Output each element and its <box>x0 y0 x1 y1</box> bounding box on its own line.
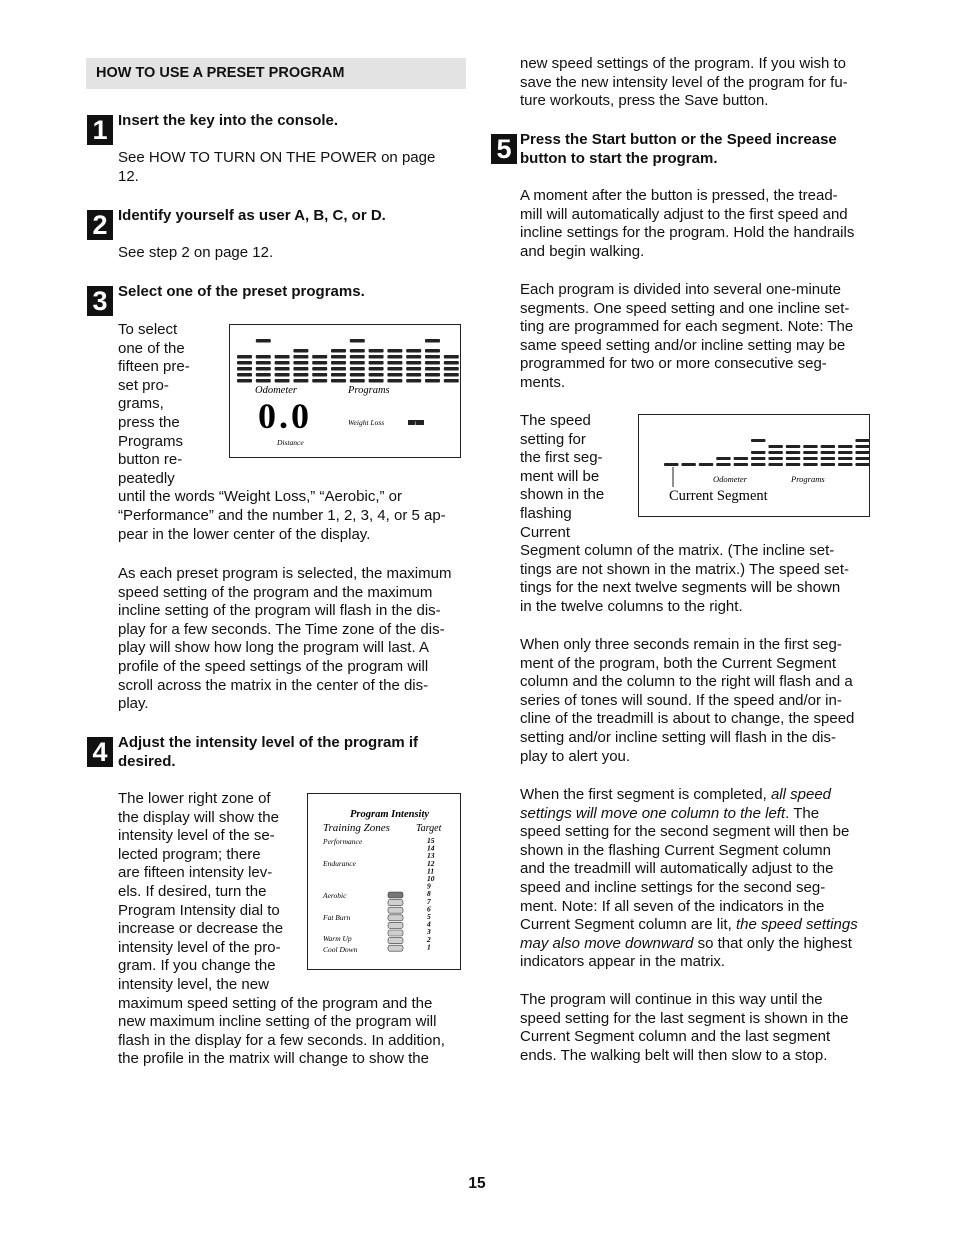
matrix-segment <box>406 373 421 377</box>
matrix-segment <box>855 439 869 442</box>
matrix-segment <box>275 361 290 365</box>
matrix-segment <box>716 463 731 466</box>
target-label: Target <box>416 823 442 834</box>
step-5-heading: Press the Start button or the Speed increase button to start the program. <box>520 131 837 167</box>
matrix-segment <box>256 373 271 377</box>
matrix-segment <box>768 445 783 448</box>
program-intensity-title: Program Intensity <box>350 809 430 820</box>
programs-label: Programs <box>348 385 390 396</box>
matrix-segment <box>350 361 365 365</box>
matrix-segment <box>444 373 459 377</box>
step-4-number: 4 <box>87 737 113 767</box>
matrix-segment <box>331 361 346 365</box>
intensity-bar <box>388 938 403 944</box>
training-zones-label: Training Zones <box>323 822 390 834</box>
matrix-segment <box>838 457 853 460</box>
step-4-body: The lower right zone of the display will show the intensity level of the se- lected program; there are fifteen intensity lev- els. If desired, turn the Program Intensity dial to increase or decrease the intensity level of the pro- gram. If you change the intensity level, the new maximum speed setting of the program and the new maximum incline setting of the program will flash in the display for a few seconds. In addition, the profile in the matrix will change to show the <box>118 790 445 1068</box>
matrix-segment <box>350 339 365 343</box>
segment-matrix <box>664 439 869 466</box>
matrix-segment <box>681 463 696 466</box>
matrix-segment <box>256 379 271 383</box>
current-segment-figure <box>638 414 870 517</box>
matrix-segment <box>312 361 327 365</box>
target-number: 14 <box>427 843 435 853</box>
matrix-segment <box>406 349 421 353</box>
step-3-body-narrow: To select one of the fifteen pre- set pro- grams, press the Programs button re- peatedly until the words “Weight Loss,” “Aerobic,” or “Performance” and the number 1, 2, 3, 4, or 5 ap- pear in the lower center of the display. <box>118 321 446 543</box>
matrix-segment <box>312 379 327 383</box>
matrix-segment <box>838 445 853 448</box>
target-number: 1 <box>427 942 431 952</box>
matrix-segment <box>425 361 440 365</box>
target-number: 9 <box>427 881 431 891</box>
matrix-segment <box>369 373 384 377</box>
matrix-segment <box>237 367 252 371</box>
matrix-segment <box>237 361 252 365</box>
matrix-segment <box>256 355 271 359</box>
matrix-segment <box>855 457 869 460</box>
matrix-segment <box>293 379 308 383</box>
matrix-segment <box>444 361 459 365</box>
matrix-segment <box>751 457 766 460</box>
matrix-segment <box>786 463 801 466</box>
matrix-segment <box>406 361 421 365</box>
console-display-svg <box>230 325 460 457</box>
intensity-bar <box>388 892 403 898</box>
program-intensity-svg <box>308 794 460 969</box>
programs-label-2: Programs <box>791 474 825 484</box>
col2-continued-text: new speed settings of the program. If you wish to save the new intensity level of the program for fu- ture workouts, press the Save button. <box>520 55 848 110</box>
step-5-number: 5 <box>491 134 517 164</box>
matrix-segment <box>331 379 346 383</box>
matrix-segment <box>369 349 384 353</box>
matrix-segment <box>275 367 290 371</box>
matrix-segment <box>821 463 836 466</box>
step-5-para-1: A moment after the button is pressed, the tread- mill will automatically adjust to the first speed and incline settings for the program. Hold the handrails and begin walking. <box>520 187 855 260</box>
matrix-segment <box>803 445 818 448</box>
console-display-figure <box>229 324 461 458</box>
step-5-para-2: Each program is divided into several one-minute segments. One speed setting and one incline set- ting are programmed for each segment. Note: The same speed setting and/or incline setting may be programmed for two or more consecutive seg- ments. <box>520 281 854 391</box>
matrix-segment <box>425 373 440 377</box>
matrix-segment <box>803 463 818 466</box>
section-header <box>86 58 466 89</box>
target-number: 3 <box>427 927 431 937</box>
target-number: 6 <box>427 904 431 914</box>
step-1-heading: Insert the key into the console. <box>118 112 339 129</box>
matrix-segment <box>855 463 869 466</box>
led-matrix <box>237 339 459 383</box>
matrix-segment <box>387 379 402 383</box>
matrix-segment <box>237 355 252 359</box>
target-number: 7 <box>427 896 431 906</box>
zone-fat-burn: Fat Burn <box>323 913 351 922</box>
target-number: 10 <box>427 874 435 883</box>
matrix-segment <box>444 367 459 371</box>
matrix-segment <box>331 373 346 377</box>
odometer-label-2: Odometer <box>713 474 747 484</box>
target-number: 4 <box>427 919 431 929</box>
matrix-segment <box>331 349 346 353</box>
step-2-heading: Identify yourself as user A, B, C, or D. <box>118 207 386 224</box>
matrix-segment <box>369 379 384 383</box>
zone-performance: Performance <box>323 837 363 846</box>
matrix-segment <box>425 339 440 343</box>
target-number: 2 <box>427 934 431 944</box>
step-5-para-5: When the first segment is completed, all speed settings will move one column to the left. The speed setting for the second segment will then be shown in the flashing Current Segment column and the treadmill will automatically adjust to the speed and incline settings for the second seg- ment. Note: If all seven of the indicators in the Current Segment column are lit, the speed settings may also move downward so that only the highest indicators appear in the matrix. <box>520 786 858 971</box>
matrix-segment <box>350 379 365 383</box>
step-1-body: See HOW TO TURN ON THE POWER on page 12. <box>118 149 436 185</box>
step-5-para-6: The program will continue in this way until the speed setting for the last segment is shown in the Current Segment column and the last segment ends. The walking belt will then slow to a stop. <box>520 991 849 1064</box>
matrix-segment <box>406 379 421 383</box>
intensity-bar <box>388 945 403 951</box>
distance-digits: 0.0 <box>258 396 312 436</box>
matrix-segment <box>786 451 801 454</box>
matrix-segment <box>803 451 818 454</box>
target-number: 12 <box>427 858 435 868</box>
intensity-bars <box>388 892 403 951</box>
intensity-bar <box>388 900 403 906</box>
zone-warm-up: Warm Up <box>323 934 352 943</box>
matrix-segment <box>406 367 421 371</box>
matrix-segment <box>369 361 384 365</box>
matrix-segment <box>387 367 402 371</box>
matrix-segment <box>406 355 421 359</box>
target-number: 11 <box>427 866 435 876</box>
matrix-segment <box>821 451 836 454</box>
target-number: 8 <box>427 889 431 899</box>
matrix-segment <box>425 379 440 383</box>
zone-aerobic: Aerobic <box>323 891 347 900</box>
step-2-body: See step 2 on page 12. <box>118 244 274 261</box>
matrix-segment <box>312 367 327 371</box>
current-segment-svg <box>639 415 869 516</box>
program-number: 1 <box>414 422 417 427</box>
matrix-segment <box>821 457 836 460</box>
intensity-bar <box>388 915 403 921</box>
matrix-segment <box>751 463 766 466</box>
current-segment-label: Current Segment <box>669 488 768 504</box>
matrix-segment <box>312 373 327 377</box>
matrix-segment <box>312 355 327 359</box>
distance-label: Distance <box>277 438 304 447</box>
matrix-segment <box>350 349 365 353</box>
step-4-heading: Adjust the intensity level of the program if desired. <box>118 734 419 770</box>
target-number: 15 <box>427 836 435 845</box>
matrix-segment <box>275 379 290 383</box>
matrix-segment <box>369 355 384 359</box>
step-1-number: 1 <box>87 115 113 145</box>
matrix-segment <box>237 373 252 377</box>
matrix-segment <box>293 373 308 377</box>
matrix-segment <box>331 355 346 359</box>
matrix-segment <box>838 463 853 466</box>
matrix-segment <box>293 361 308 365</box>
matrix-segment <box>855 445 869 448</box>
matrix-segment <box>256 361 271 365</box>
matrix-segment <box>331 367 346 371</box>
matrix-segment <box>293 355 308 359</box>
matrix-segment <box>350 367 365 371</box>
matrix-segment <box>256 367 271 371</box>
intensity-bar <box>388 907 403 913</box>
matrix-segment <box>350 355 365 359</box>
matrix-segment <box>275 355 290 359</box>
matrix-segment <box>751 451 766 454</box>
matrix-segment <box>444 355 459 359</box>
matrix-segment <box>699 463 714 466</box>
matrix-segment <box>237 379 252 383</box>
matrix-segment <box>855 451 869 454</box>
target-number: 13 <box>427 851 435 861</box>
matrix-segment <box>293 349 308 353</box>
section-title: HOW TO USE A PRESET PROGRAM <box>96 65 345 81</box>
step-2-number: 2 <box>87 210 113 240</box>
matrix-segment <box>768 457 783 460</box>
matrix-segment <box>369 367 384 371</box>
matrix-segment <box>425 355 440 359</box>
step-3-heading: Select one of the preset programs. <box>118 283 365 300</box>
step-5-para-4: When only three seconds remain in the first seg- ment of the program, both the Current Segment column and the column to the right will flash and a series of tones will sound. If the speed and/or in- cline of the treadmill is about to change, the speed setting and/or incline setting will flash in the dis- play to alert you. <box>520 636 855 765</box>
step-5-para-3: The speed setting for the first seg- ment will be shown in the flashing Current Segment column of the matrix. (The incline set- tings are not shown in the matrix.) The speed set- tings for the next twelve segments will be shown in the twelve columns to the right. <box>520 412 850 615</box>
step-3-body-2: As each preset program is selected, the maximum speed setting of the program and the maximum incline setting of the program will flash in the dis- play for a few seconds. The Time zone of the dis- play will show how long the program will last. A profile of the speed settings of the program will scroll across the matrix in the center of the dis- play. <box>118 565 452 713</box>
matrix-segment <box>350 373 365 377</box>
target-numbers <box>426 836 435 951</box>
matrix-segment <box>387 355 402 359</box>
intensity-bar <box>388 922 403 928</box>
matrix-segment <box>293 367 308 371</box>
matrix-segment <box>768 451 783 454</box>
matrix-segment <box>387 373 402 377</box>
zone-endurance: Endurance <box>323 859 356 868</box>
matrix-segment <box>838 451 853 454</box>
odometer-label: Odometer <box>255 385 297 396</box>
program-intensity-figure <box>307 793 461 970</box>
matrix-segment <box>387 349 402 353</box>
matrix-segment <box>786 457 801 460</box>
intensity-bar <box>388 930 403 936</box>
matrix-segment <box>664 463 679 466</box>
step-3-number: 3 <box>87 286 113 316</box>
matrix-segment <box>716 457 731 460</box>
matrix-segment <box>444 379 459 383</box>
matrix-segment <box>803 457 818 460</box>
matrix-segment <box>786 445 801 448</box>
matrix-segment <box>425 367 440 371</box>
page-number: 15 <box>468 1175 486 1192</box>
matrix-segment <box>425 349 440 353</box>
matrix-segment <box>768 463 783 466</box>
zone-cool-down: Cool Down <box>323 945 358 954</box>
target-number: 5 <box>427 912 431 921</box>
matrix-segment <box>734 457 749 460</box>
matrix-segment <box>256 339 271 343</box>
matrix-segment <box>821 445 836 448</box>
matrix-segment <box>275 373 290 377</box>
matrix-segment <box>387 361 402 365</box>
matrix-segment <box>734 463 749 466</box>
matrix-segment <box>751 439 766 442</box>
weight-loss-label: Weight Loss <box>348 418 385 427</box>
